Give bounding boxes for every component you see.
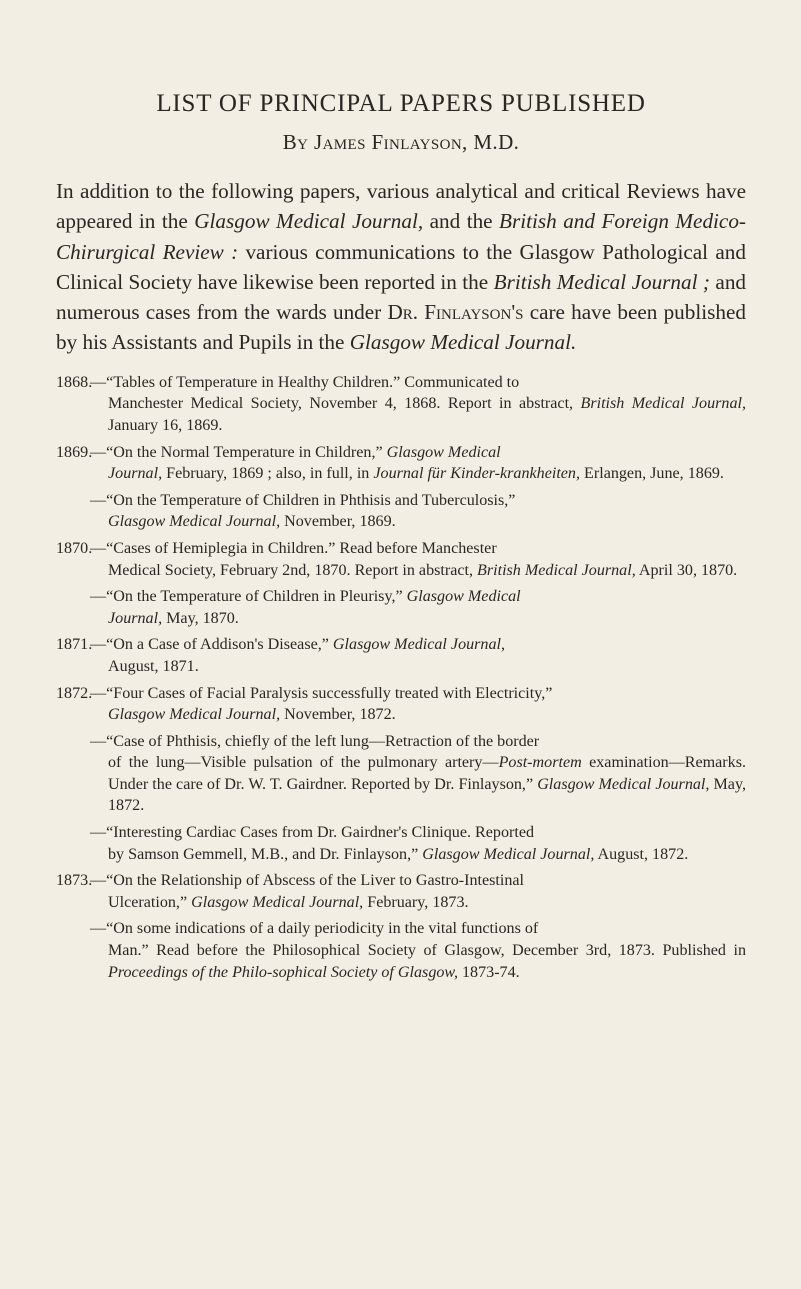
citation-text: by Samson Gemmell, M.B., and Dr. Finlayson,” [108,845,423,863]
paper-year [56,918,90,983]
journal-name: Glasgow Medical Journal, [332,636,506,654]
paper-citation [90,731,746,817]
citation-text: August, 1871. [108,657,199,675]
citation-text: examination—Remarks. Under the care of Dr. W. T. Gairdner. Reported by Dr. Finlayson,” [108,754,746,793]
paper-year: 1870. [56,539,93,557]
author-byline: By James Finlayson, M.D. [282,130,520,154]
citation-continuation [90,511,746,533]
journal-name: Glasgow Medical Journal, [422,845,595,863]
citation-text: —“Case of Phthisis, chiefly of the left lung—Retraction of the border [90,732,540,750]
citation-text: —“Cases of Hemiplegia in Children.” Read before Manchester [90,539,497,557]
citation-text: of the lung—Visible pulsation of the pulmonary artery— [108,754,499,772]
paper-year [56,490,90,533]
citation-text: November, 1872. [280,706,396,724]
intro-text-5: care have been published by his Assistants and Pupils in the [56,300,746,355]
paper-list [56,372,746,983]
citation-text: May, 1872. [108,775,746,815]
intro-text-1: In addition to the following papers, various analytical and critical Reviews have appeared in the [56,179,746,234]
paper-citation [90,538,746,581]
citation-continuation [90,656,746,678]
citation-text: —“On some indications of a daily periodicity in the vital functions of [90,920,539,938]
journal-name: Glasgow Medical [386,443,501,461]
paper-year [56,731,90,817]
citation-first-line [90,822,746,844]
paper-entry [56,538,746,581]
citation-first-line [90,442,746,464]
intro-text-2: and the [423,209,500,234]
citation-continuation [90,844,746,866]
journal-name: Glasgow Medical Journal. [349,330,577,355]
intro-text-4: and numerous cases from the wards under [56,269,747,325]
paper-year: 1872. [56,684,93,702]
citation-text: February, 1869 ; also, in full, in [162,465,374,483]
journal-name: Journal, [108,609,163,627]
citation-continuation [90,463,746,485]
citation-text: January 16, 1869. [108,416,223,434]
journal-name: Glasgow Medical Journal, [194,209,424,234]
citation-text: —“On the Normal Temperature in Children,” [90,443,387,461]
citation-text: —“Four Cases of Facial Paralysis successfully treated with Electricity,” [90,684,553,702]
paper-citation [90,822,746,865]
paper-entry [56,918,746,983]
paper-entry [56,634,746,677]
citation-continuation [90,892,746,914]
citation-text: November, 1869. [280,513,396,531]
paper-entry [56,490,746,533]
citation-first-line [90,870,746,892]
citation-first-line [90,490,746,512]
citation-continuation [90,393,746,436]
page-title: LIST OF PRINCIPAL PAPERS PUBLISHED [156,90,646,117]
paper-year [56,586,90,629]
paper-entry [56,442,746,485]
citation-text: April 30, 1870. [635,561,738,579]
journal-name: British Medical Journal, [580,395,746,413]
intro-paragraph [56,176,746,358]
paper-year: 1868. [56,373,93,391]
journal-name: Glasgow Medical Journal, [537,775,710,793]
citation-text: Erlangen, June, 1869. [580,465,724,483]
citation-text: Ulceration,” [108,893,192,911]
citation-text: —“On the Relationship of Abscess of the Liver to Gastro-Intestinal [90,872,524,890]
paper-entry [56,586,746,629]
citation-first-line [90,634,746,656]
citation-text: —“On a Case of Addison's Disease,” [90,636,333,654]
citation-text: Medical Society, February 2nd, 1870. Report in abstract, [108,561,478,579]
paper-citation [90,490,746,533]
citation-continuation [90,752,746,817]
intro-text-3: various communications to the Glasgow Pathological and Clinical Society have likewise been reported in the [56,239,746,294]
paper-entry [56,822,746,865]
paper-citation [90,918,746,983]
journal-name: Journal, [108,465,163,483]
citation-continuation [90,704,746,726]
citation-continuation [90,940,746,983]
journal-name: British Medical Journal, [477,561,636,579]
paper-citation [90,442,746,485]
citation-text: 1873-74. [457,963,520,981]
paper-year: 1871. [56,636,93,654]
citation-first-line [90,586,746,608]
citation-first-line [90,731,746,753]
paper-year: 1873. [56,872,93,890]
citation-continuation [90,560,746,582]
author-name: Dr. Finlayson's [387,300,524,325]
journal-name: Post-mortem [498,754,582,772]
citation-text: Man.” Read before the Philosophical Society of Glasgow, December 3rd, 1873. Published in [108,942,746,960]
citation-continuation [90,608,746,630]
journal-name: Glasgow Medical [406,588,521,606]
paper-citation [90,683,746,726]
citation-text: —“Interesting Cardiac Cases from Dr. Gairdner's Clinique. Reported [90,824,535,842]
citation-text: February, 1873. [363,893,469,911]
journal-name: British and Foreign Medico-Chirurgical Review : [56,209,746,264]
paper-entry [56,870,746,913]
paper-entry [56,372,746,437]
citation-text: —“Tables of Temperature in Healthy Children.” Communicated to [90,373,520,391]
citation-text: Manchester Medical Society, November 4, 1868. Report in abstract, [108,395,581,413]
journal-name: Glasgow Medical Journal, [108,706,281,724]
citation-first-line [90,918,746,940]
document-page [56,88,746,988]
citation-first-line [90,683,746,705]
journal-name: Journal für Kinder-krankheiten, [373,465,581,483]
citation-text: May, 1870. [162,609,239,627]
journal-name: Glasgow Medical Journal, [191,893,364,911]
paper-entry [56,683,746,726]
citation-first-line [90,372,746,394]
paper-year [56,822,90,865]
paper-citation [90,586,746,629]
citation-text: —“On the Temperature of Children in Pleurisy,” [90,588,407,606]
citation-first-line [90,538,746,560]
paper-citation [90,870,746,913]
citation-text: August, 1872. [594,845,689,863]
paper-year: 1869. [56,443,93,461]
paper-citation [90,634,746,677]
journal-name: British Medical Journal ; [493,269,710,294]
journal-name: Glasgow Medical Journal, [108,513,281,531]
citation-text: —“On the Temperature of Children in Phthisis and Tuberculosis,” [90,491,516,509]
paper-entry [56,731,746,817]
paper-citation [90,372,746,437]
journal-name: Proceedings of the Philo-sophical Society of Glasgow, [108,963,458,981]
